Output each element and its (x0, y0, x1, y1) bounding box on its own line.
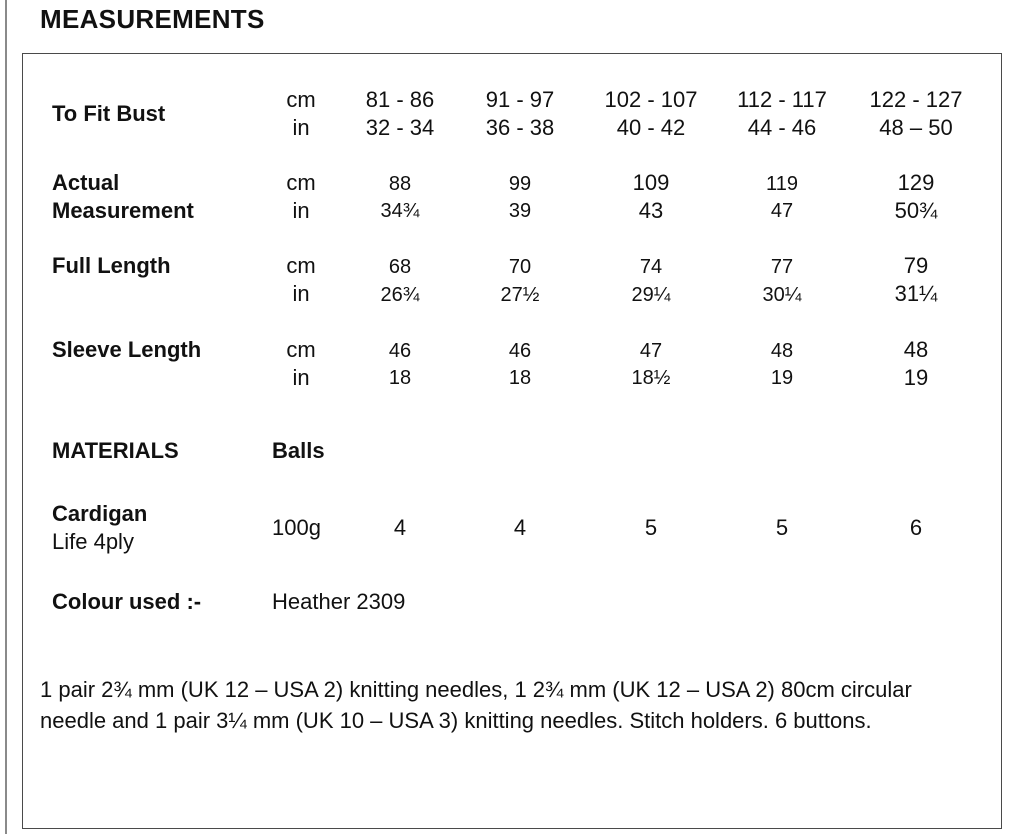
length-cm-size-2: 70 (508, 256, 532, 278)
row-label-full-length: Full Length (52, 253, 171, 278)
actual-in-size-3: 43 (638, 198, 664, 223)
unit-cm: cm (286, 87, 316, 112)
actual-cm-size-3: 109 (632, 170, 670, 195)
bust-in-size-2: 36 - 38 (485, 115, 555, 140)
sleeve-in-size-2: 18 (508, 367, 532, 389)
bust-in-size-4: 44 - 46 (747, 115, 817, 140)
actual-cm-size-1: 88 (388, 173, 412, 195)
balls-size-4: 5 (775, 515, 789, 540)
bust-in-size-5: 48 – 50 (879, 115, 953, 140)
unit-in: in (292, 281, 310, 306)
length-in-size-2: 27½ (500, 284, 540, 306)
actual-in-size-5: 50¾ (894, 198, 938, 223)
ball-weight: 100g (272, 515, 321, 540)
colour-label: Colour used :- (52, 589, 202, 614)
cardigan-label: Cardigan (52, 501, 148, 526)
row-label-to-fit-bust: To Fit Bust (52, 101, 166, 126)
needles-note: 1 pair 2¾ mm (UK 12 – USA 2) knitting needles, 1 2¾ mm (UK 12 – USA 2) 80cm circular needle and 1 pair 3¼ mm (UK 10 – USA 3) knitting needles. Stitch holders. 6 buttons. (40, 677, 912, 733)
bust-cm-size-4: 112 - 117 (737, 87, 827, 112)
bust-cm-size-1: 81 - 86 (365, 87, 435, 112)
unit-cm: cm (286, 170, 316, 195)
balls-size-5: 6 (909, 515, 923, 540)
actual-in-size-2: 39 (508, 200, 532, 222)
page-left-edge (5, 0, 7, 834)
unit-in: in (292, 115, 310, 140)
sleeve-cm-size-5: 48 (903, 337, 929, 362)
yarn-name: Life 4ply (52, 529, 134, 554)
balls-size-1: 4 (393, 515, 407, 540)
length-in-size-4: 30¼ (762, 284, 802, 306)
materials-heading: MATERIALS (52, 438, 179, 463)
row-label-sleeve-length: Sleeve Length (52, 337, 202, 362)
sleeve-cm-size-1: 46 (388, 340, 412, 362)
unit-cm: cm (286, 337, 316, 362)
unit-in: in (292, 198, 310, 223)
page-title: MEASUREMENTS (40, 4, 265, 34)
actual-cm-size-5: 129 (897, 170, 935, 195)
balls-size-2: 4 (513, 515, 527, 540)
length-cm-size-5: 79 (903, 253, 929, 278)
unit-cm: cm (286, 253, 316, 278)
length-cm-size-1: 68 (388, 256, 412, 278)
sleeve-in-size-5: 19 (903, 365, 929, 390)
balls-size-3: 5 (644, 515, 658, 540)
sleeve-in-size-3: 18½ (631, 367, 671, 389)
sleeve-in-size-1: 18 (388, 367, 412, 389)
unit-in: in (292, 365, 310, 390)
sleeve-cm-size-4: 48 (770, 340, 794, 362)
row-label-actual: Actual (52, 170, 120, 195)
bust-in-size-1: 32 - 34 (365, 115, 435, 140)
actual-in-size-4: 47 (770, 200, 794, 222)
sleeve-cm-size-2: 46 (508, 340, 532, 362)
actual-cm-size-4: 119 (766, 173, 798, 195)
length-in-size-5: 31¼ (894, 281, 938, 306)
sleeve-cm-size-3: 47 (639, 340, 663, 362)
colour-value: Heather 2309 (272, 589, 406, 614)
row-label-measurement: Measurement (52, 198, 194, 223)
sleeve-in-size-4: 19 (770, 367, 794, 389)
bust-cm-size-3: 102 - 107 (604, 87, 698, 112)
bust-cm-size-5: 122 - 127 (869, 87, 963, 112)
bust-cm-size-2: 91 - 97 (485, 87, 555, 112)
actual-in-size-1: 34¾ (380, 200, 420, 222)
length-in-size-1: 26¾ (380, 284, 420, 306)
actual-cm-size-2: 99 (508, 173, 532, 195)
length-cm-size-4: 77 (770, 256, 794, 278)
length-cm-size-3: 74 (639, 256, 663, 278)
bust-in-size-3: 40 - 42 (616, 115, 686, 140)
length-in-size-3: 29¼ (631, 284, 671, 306)
balls-heading: Balls (272, 438, 325, 463)
